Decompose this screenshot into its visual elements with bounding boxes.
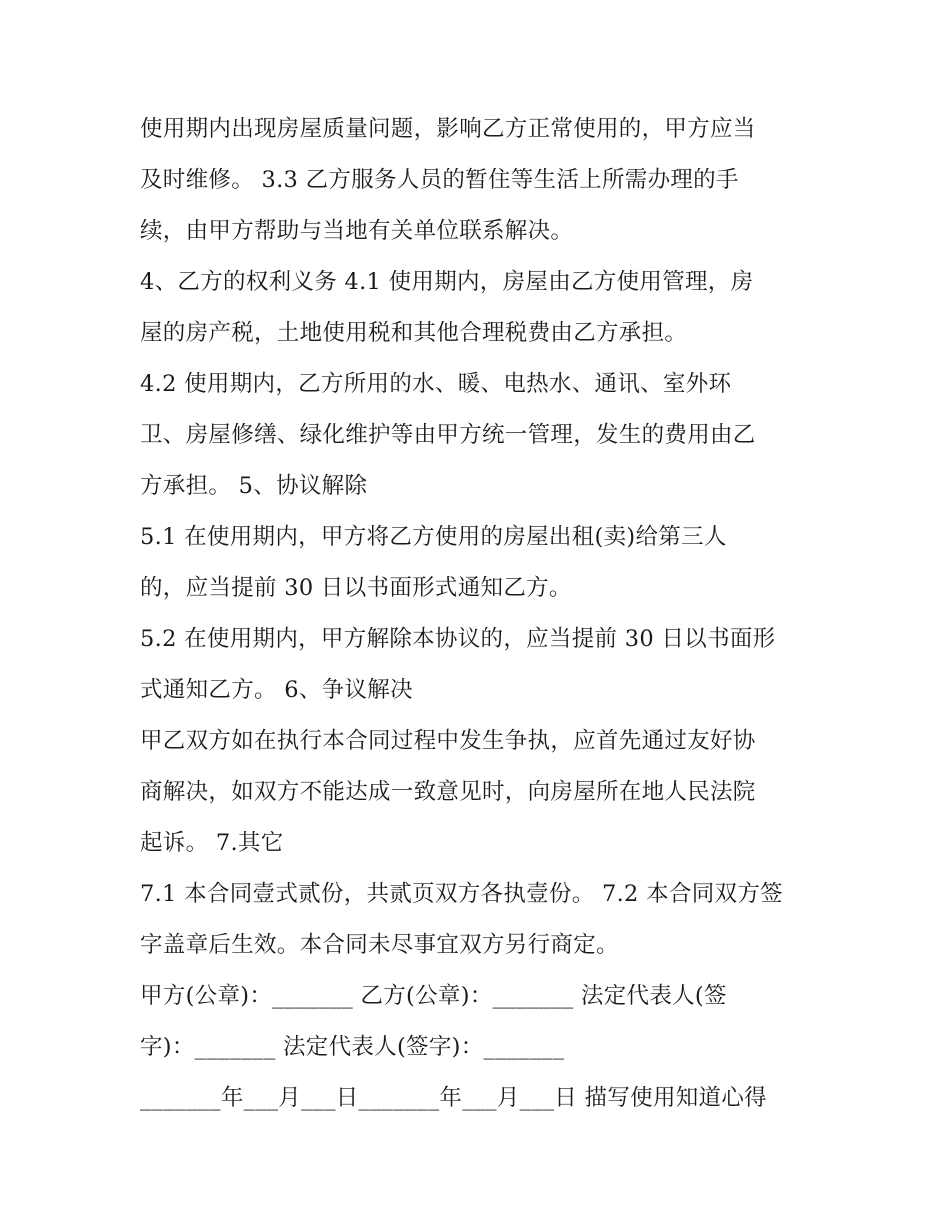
text-line: 4、乙方的权利义务 4.1 使用期内，房屋由乙方使用管理，房: [140, 269, 754, 295]
text-line: 5.1 在使用期内，甲方将乙方使用的房屋出租(卖)给第三人: [140, 524, 727, 550]
text-line: 及时维修。 3.3 乙方服务人员的暂住等生活上所需办理的手: [140, 167, 739, 193]
text-line: 使用期内出现房屋质量问题，影响乙方正常使用的，甲方应当: [140, 116, 756, 142]
text-line: 式通知乙方。 6、争议解决: [140, 677, 413, 703]
text-line: 商解决，如双方不能达成一致意见时，向房屋所在地人民法院: [140, 779, 756, 805]
text-line: 续，由甲方帮助与当地有关单位联系解决。: [140, 218, 574, 244]
signature-line: 字)：_______ 法定代表人(签字)：_______: [140, 1034, 565, 1060]
text-line: 7.1 本合同壹式贰份，共贰页双方各执壹份。 7.2 本合同双方签: [140, 881, 783, 907]
text-line: 甲乙双方如在执行本合同过程中发生争执，应首先通过友好协: [140, 728, 756, 754]
text-line: 5.2 在使用期内，甲方解除本协议的，应当提前 30 日以书面形: [140, 626, 776, 652]
text-line: 卫、房屋修缮、绿化维护等由甲方统一管理，发生的费用由乙: [140, 422, 756, 448]
text-line: 4.2 使用期内，乙方所用的水、暖、电热水、通讯、室外环: [140, 371, 732, 397]
signature-line: 甲方(公章)：_______ 乙方(公章)：_______ 法定代表人(签: [140, 983, 727, 1009]
text-line: 屋的房产税，土地使用税和其他合理税费由乙方承担。: [140, 320, 688, 346]
text-line: 字盖章后生效。本合同未尽事宜双方另行商定。: [140, 932, 619, 958]
date-line: _______年___月___日_______年___月___日 描写使用知道心得: [140, 1085, 767, 1111]
document-body: [140, 104, 830, 1124]
text-line: 方承担。 5、协议解除: [140, 473, 368, 499]
text-line: 的，应当提前 30 日以书面形式通知乙方。: [140, 575, 572, 601]
text-line: 起诉。 7.其它: [140, 830, 284, 856]
